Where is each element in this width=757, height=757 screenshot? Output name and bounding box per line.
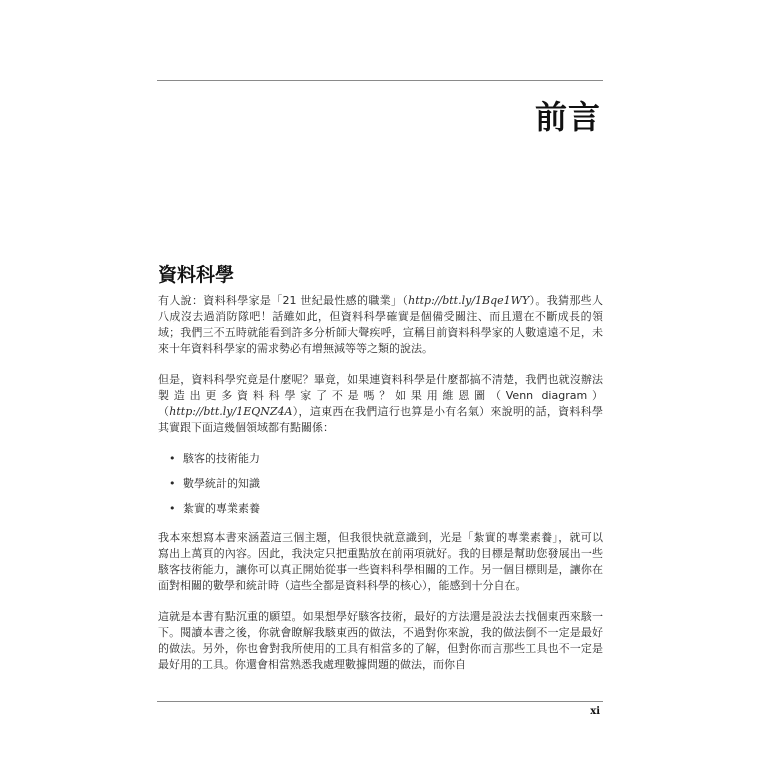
paragraph-1 bbox=[158, 293, 603, 357]
chapter-title: 前言 bbox=[534, 98, 601, 136]
bottom-rule bbox=[157, 701, 603, 702]
paragraph-1-text-a: 有人說：資料科學家是「21 世紀最性感的職業」（ bbox=[158, 294, 409, 307]
body-text bbox=[158, 293, 603, 688]
section-title: 資料科學 bbox=[158, 264, 235, 286]
paragraph-2-text-b: ），這東西在我們這行也算是小有名氣）來說明的話，資料科學其實跟下面這幾個領域都有點關係： bbox=[158, 405, 604, 434]
page-number: xi bbox=[590, 706, 600, 717]
paragraph-2-text-a: 但是，資料科學究竟是什麼呢？畢竟，如果連資料科學是什麼都搞不清楚，我們也就沒辦法製造出更多資料科學家了不是嗎？如果用維恩圖（Venn diagram）（ bbox=[158, 373, 603, 418]
paragraph-1-text-b: ）。我猜那些人八成沒去過消防隊吧！話雖如此，但資料科學確實是個備受關注、而且還在不斷成長的領域；我們三不五時就能看到許多分析師大聲疾呼，宣稱目前資料科學家的人數遠遠不足，未來十年資料科學家的需求勢必有增無減等等之類的說法。 bbox=[158, 294, 604, 355]
paragraph-1-url[interactable]: http://btt.ly/1Bqe1WY bbox=[408, 294, 530, 307]
skills-list bbox=[158, 451, 603, 517]
paragraph-3: 我本來想寫本書來涵蓋這三個主題，但我很快就意識到，光是「紮實的專業素養」，就可以寫出上萬頁的內容。因此，我決定只把重點放在前兩項就好。我的目標是幫助您發展出一些駭客技術能力，讓你可以真正開始從事一些資料科學相關的工作。另一個目標則是，讓你在面對相關的數學和統計時（這些全都是資料科學的核心），能感到十分自在。 bbox=[158, 531, 603, 592]
paragraph-4: 這就是本書有點沉重的願望。如果想學好駭客技術，最好的方法還是設法去找個東西來駭一下。閱讀本書之後，你就會瞭解我駭東西的做法，不過對你來說，我的做法倒不一定是最好的做法。另外，你也會對我所使用的工具有相當多的了解，但對你而言那些工具也不一定是最好用的工具。你還會相當熟悉我處理數據問題的做法，而你自 bbox=[158, 610, 603, 671]
list-item: • 駭客的技術能力 bbox=[183, 451, 603, 467]
top-rule bbox=[157, 80, 603, 81]
list-item: • 紮實的專業素養 bbox=[183, 501, 603, 517]
paragraph-2 bbox=[158, 372, 603, 436]
paragraph-2-url[interactable]: http://btt.ly/1EQNZ4A bbox=[169, 405, 293, 418]
list-item: • 數學統計的知識 bbox=[183, 476, 603, 492]
